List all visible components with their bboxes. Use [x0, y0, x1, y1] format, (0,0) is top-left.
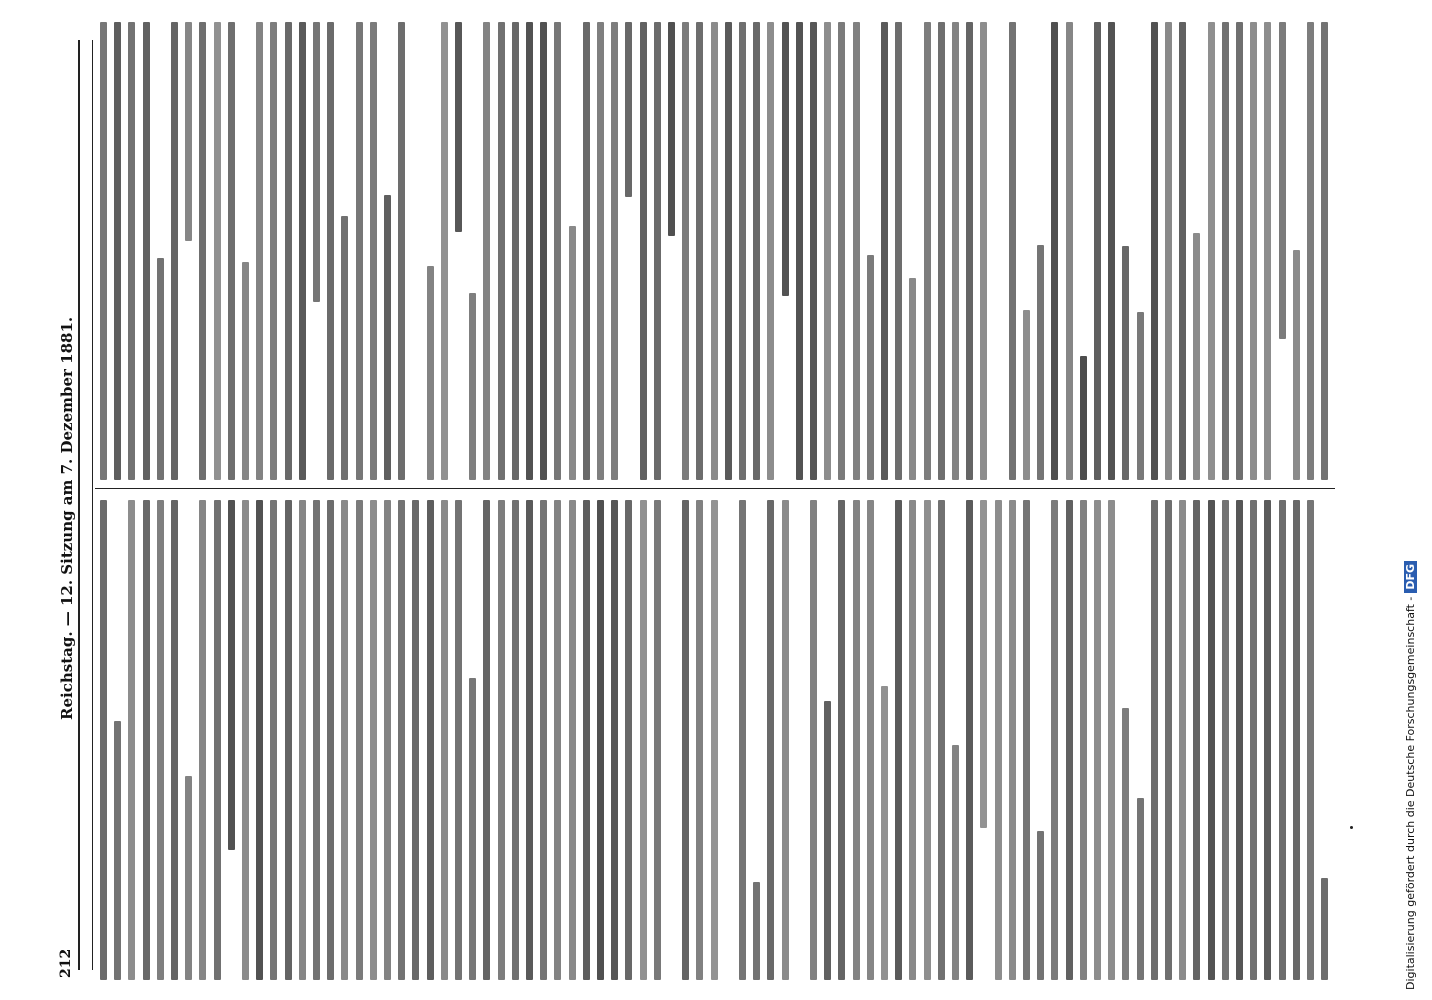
text-line	[1080, 500, 1087, 980]
text-line	[1250, 500, 1257, 980]
text-line	[114, 22, 121, 480]
text-line	[242, 500, 249, 980]
text-line	[1208, 500, 1215, 980]
text-line	[1236, 500, 1243, 980]
text-line	[1094, 22, 1101, 480]
text-line	[441, 22, 448, 480]
text-line	[569, 226, 576, 480]
text-line	[1137, 798, 1144, 980]
text-line	[725, 22, 732, 480]
text-line	[980, 22, 987, 480]
text-line	[739, 500, 746, 980]
text-line	[640, 500, 647, 980]
text-line	[228, 22, 235, 480]
text-line	[128, 500, 135, 980]
text-line	[1222, 500, 1229, 980]
text-line	[199, 500, 206, 980]
text-line	[398, 22, 405, 480]
text-line	[824, 22, 831, 480]
text-line	[100, 22, 107, 480]
text-line	[1222, 22, 1229, 480]
text-line	[1321, 878, 1328, 980]
text-line	[1080, 356, 1087, 480]
text-line	[1307, 500, 1314, 980]
text-line	[483, 22, 490, 480]
text-line	[924, 500, 931, 980]
text-line	[1023, 310, 1030, 480]
text-line	[143, 22, 150, 480]
text-line	[696, 500, 703, 980]
text-line	[427, 500, 434, 980]
text-line	[384, 195, 391, 480]
text-line	[256, 22, 263, 480]
text-line	[512, 22, 519, 480]
text-line	[1179, 500, 1186, 980]
text-line	[256, 500, 263, 980]
text-line	[1009, 500, 1016, 980]
text-line	[1279, 22, 1286, 339]
header-rule-top	[78, 40, 80, 970]
text-line	[767, 500, 774, 980]
text-line	[540, 500, 547, 980]
text-line	[1307, 22, 1314, 480]
text-line	[384, 500, 391, 980]
text-line	[569, 500, 576, 980]
dfg-logo: DFG	[1404, 561, 1417, 593]
text-line	[611, 500, 618, 980]
text-line	[356, 22, 363, 480]
text-line	[1279, 500, 1286, 980]
text-line	[356, 500, 363, 980]
text-line	[1094, 500, 1101, 980]
text-line	[455, 500, 462, 980]
text-line	[1165, 500, 1172, 980]
text-line	[469, 293, 476, 480]
text-line	[441, 500, 448, 980]
text-line	[867, 500, 874, 980]
text-line	[995, 500, 1002, 980]
text-line	[1321, 22, 1328, 480]
text-line	[1051, 22, 1058, 480]
watermark-text: Digitalisierung gefördert durch die Deutsche Forschungsgemeinschaft -	[1404, 596, 1417, 990]
text-line	[143, 500, 150, 980]
text-line	[171, 500, 178, 980]
text-line	[114, 721, 121, 980]
text-line	[327, 22, 334, 480]
text-line	[938, 500, 945, 980]
text-line	[796, 22, 803, 480]
text-line	[214, 22, 221, 480]
text-line	[1293, 500, 1300, 980]
text-line	[1193, 233, 1200, 480]
text-line	[341, 216, 348, 480]
text-line	[554, 500, 561, 980]
text-line	[526, 500, 533, 980]
text-line	[455, 22, 462, 232]
text-line	[881, 686, 888, 980]
header-rule-bottom	[92, 40, 93, 970]
text-line	[1193, 500, 1200, 980]
text-line	[512, 500, 519, 980]
text-line	[924, 22, 931, 480]
text-line	[853, 500, 860, 980]
text-line	[824, 701, 831, 980]
text-line	[214, 500, 221, 980]
text-line	[696, 22, 703, 480]
text-line	[625, 500, 632, 980]
text-line	[1264, 500, 1271, 980]
text-line	[682, 22, 689, 480]
text-line	[881, 22, 888, 480]
text-line	[682, 500, 689, 980]
text-line	[980, 500, 987, 828]
text-line	[540, 22, 547, 480]
text-line	[370, 500, 377, 980]
text-line	[1250, 22, 1257, 480]
text-line	[341, 500, 348, 980]
text-line	[526, 22, 533, 480]
text-line	[909, 278, 916, 480]
text-line	[654, 22, 661, 480]
text-line	[1108, 22, 1115, 480]
text-line	[1122, 708, 1129, 980]
text-line	[242, 262, 249, 480]
text-line	[1208, 22, 1215, 480]
dfg-watermark	[1404, 561, 1417, 990]
text-line	[199, 22, 206, 480]
text-line	[895, 22, 902, 480]
text-line	[412, 500, 419, 980]
text-line	[554, 22, 561, 480]
text-line	[427, 266, 434, 480]
text-line	[739, 22, 746, 480]
text-line	[313, 500, 320, 980]
text-line	[185, 776, 192, 980]
text-line	[270, 500, 277, 980]
text-line	[1066, 500, 1073, 980]
text-line	[398, 500, 405, 980]
text-line	[1179, 22, 1186, 480]
text-line	[469, 678, 476, 980]
text-line	[100, 500, 107, 980]
text-line	[966, 500, 973, 980]
text-line	[782, 22, 789, 296]
text-line	[1122, 246, 1129, 480]
text-line	[966, 22, 973, 480]
text-line	[597, 500, 604, 980]
text-line	[1236, 22, 1243, 480]
text-line	[299, 22, 306, 480]
text-line	[810, 22, 817, 480]
text-line	[668, 22, 675, 236]
text-line	[1293, 250, 1300, 480]
text-line	[853, 22, 860, 480]
text-line	[483, 500, 490, 980]
text-line	[583, 22, 590, 480]
text-line	[938, 22, 945, 480]
text-line	[370, 22, 377, 480]
text-line	[185, 22, 192, 241]
text-line	[1151, 500, 1158, 980]
text-line	[1037, 245, 1044, 480]
text-line	[711, 500, 718, 980]
page-number: 212	[58, 948, 74, 978]
text-line	[895, 500, 902, 980]
text-line	[810, 500, 817, 980]
text-line	[1108, 500, 1115, 980]
text-line	[654, 500, 661, 980]
text-line	[157, 258, 164, 480]
text-line	[767, 22, 774, 480]
text-line	[285, 22, 292, 480]
text-line	[867, 255, 874, 480]
text-line	[583, 500, 590, 980]
text-line	[1264, 22, 1271, 480]
text-line	[640, 22, 647, 480]
text-line	[711, 22, 718, 480]
text-line	[228, 500, 235, 850]
text-line	[1009, 22, 1016, 480]
text-line	[270, 22, 277, 480]
text-line	[1023, 500, 1030, 980]
text-line	[171, 22, 178, 480]
text-line	[597, 22, 604, 480]
running-head: Reichstag. — 12. Sitzung am 7. Dezember 1881.	[58, 316, 76, 720]
text-line	[625, 22, 632, 197]
text-line	[285, 500, 292, 980]
text-line	[782, 500, 789, 980]
text-line	[952, 22, 959, 480]
text-line	[299, 500, 306, 980]
text-line	[327, 500, 334, 980]
text-line	[1037, 831, 1044, 980]
speck-mark	[1350, 826, 1353, 829]
text-line	[498, 500, 505, 980]
text-line	[952, 745, 959, 980]
text-line	[498, 22, 505, 480]
text-line	[838, 500, 845, 980]
text-line	[753, 22, 760, 480]
text-line	[1051, 500, 1058, 980]
text-line	[1066, 22, 1073, 480]
text-line	[838, 22, 845, 480]
text-line	[1151, 22, 1158, 480]
text-line	[157, 500, 164, 980]
text-line	[128, 22, 135, 480]
text-line	[909, 500, 916, 980]
text-line	[611, 22, 618, 480]
text-line	[1137, 312, 1144, 480]
text-line	[313, 22, 320, 302]
text-line	[1165, 22, 1172, 480]
text-line	[753, 882, 760, 980]
column-divider	[95, 488, 1335, 489]
